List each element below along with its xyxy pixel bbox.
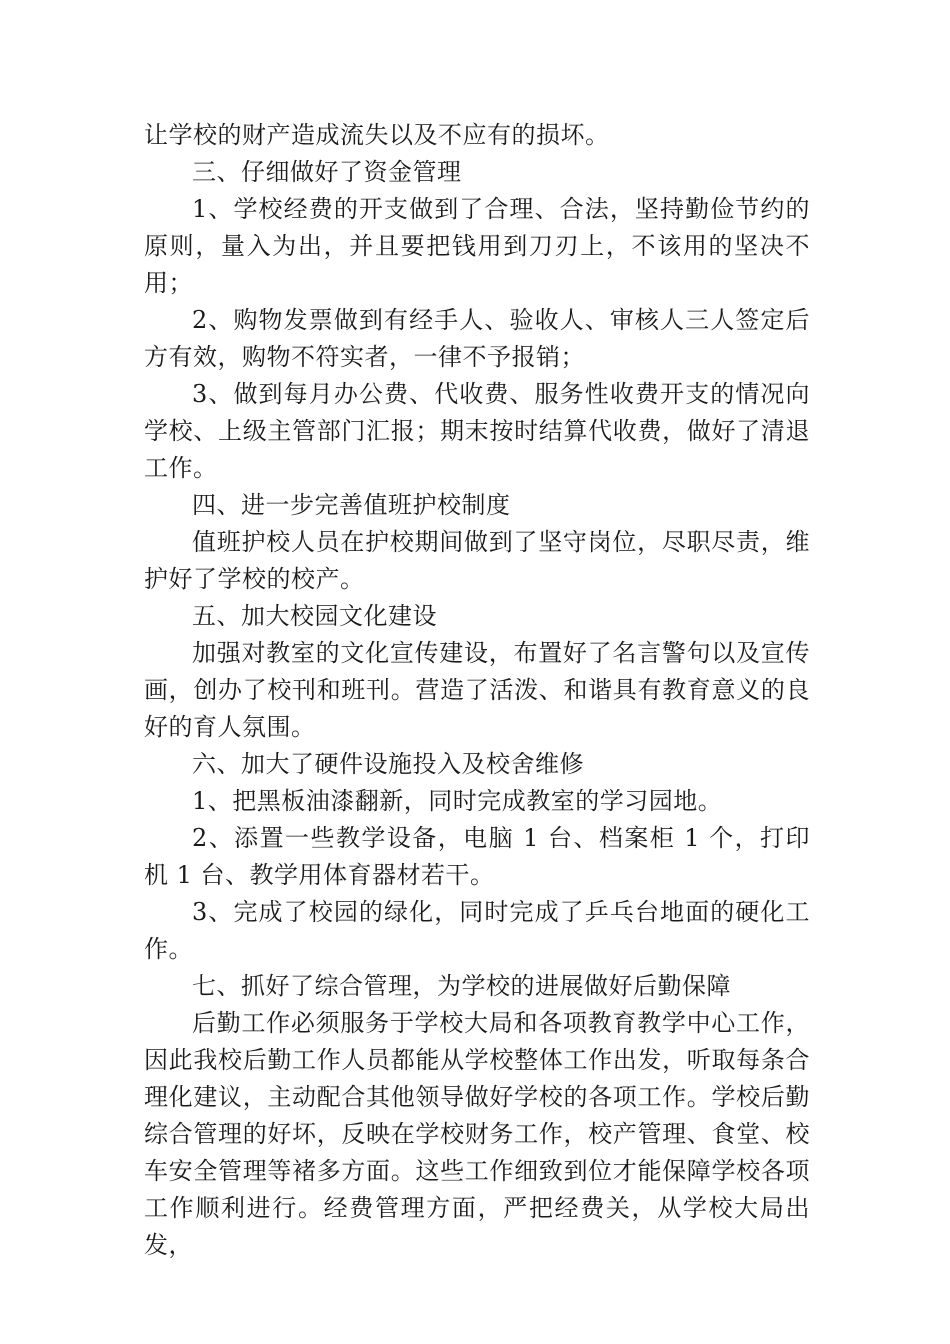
paragraph-2: 1、学校经费的开支做到了合理、合法，坚持勤俭节约的原则，量入为出，并且要把钱用到刀刃上，不该用的坚决不用； — [144, 195, 810, 297]
paragraph-3: 2、购物发票做到有经手人、验收人、审核人三人签定后方有效，购物不符实者，一律不予报销； — [144, 306, 810, 371]
paragraph-10: 1、把黑板油漆翻新，同时完成教室的学习园地。 — [192, 787, 723, 815]
paragraph-11: 2、添置一些教学设备，电脑 1 台、档案柜 1 个，打印机 1 台、教学用体育器材若干。 — [144, 824, 810, 889]
section-heading-7: 七、抓好了综合管理，为学校的进展做好后勤保障 — [192, 972, 731, 1000]
paragraph-14: 后勤工作必须服务于学校大局和各项教育教学中心工作，因此我校后勤工作人员都能从学校整体工作出发，听取每条合理化建议，主动配合其他领导做好学校的各项工作。学校后勤综合管理的好坏，反映在学校财务工作，校产管理、食堂、校车安全管理等褚多方面。这些工作细致到位才能保障学校各项工作顺利进行。经费管理方面，严把经费关，从学校大局出发， — [144, 1009, 810, 1259]
paragraph-12: 3、完成了校园的绿化，同时完成了乒乓台地面的硬化工作。 — [144, 898, 810, 963]
paragraph-4: 3、做到每月办公费、代收费、服务性收费开支的情况向学校、上级主管部门汇报；期末按时结算代收费，做好了清退工作。 — [144, 380, 810, 482]
section-heading-4: 四、进一步完善值班护校制度 — [192, 491, 511, 519]
section-heading-5: 五、加大校园文化建设 — [192, 602, 437, 630]
document-body — [144, 117, 810, 1264]
section-heading-3: 三、仔细做好了资金管理 — [192, 158, 462, 186]
paragraph-0: 让学校的财产造成流失以及不应有的损坏。 — [144, 121, 610, 149]
paragraph-6: 值班护校人员在护校期间做到了坚守岗位，尽职尽责，维护好了学校的校产。 — [144, 528, 810, 593]
paragraph-8: 加强对教室的文化宣传建设，布置好了名言警句以及宣传画，创办了校刊和班刊。营造了活泼、和谐具有教育意义的良好的育人氛围。 — [144, 639, 810, 741]
section-heading-6: 六、加大了硬件设施投入及校舍维修 — [192, 750, 584, 778]
